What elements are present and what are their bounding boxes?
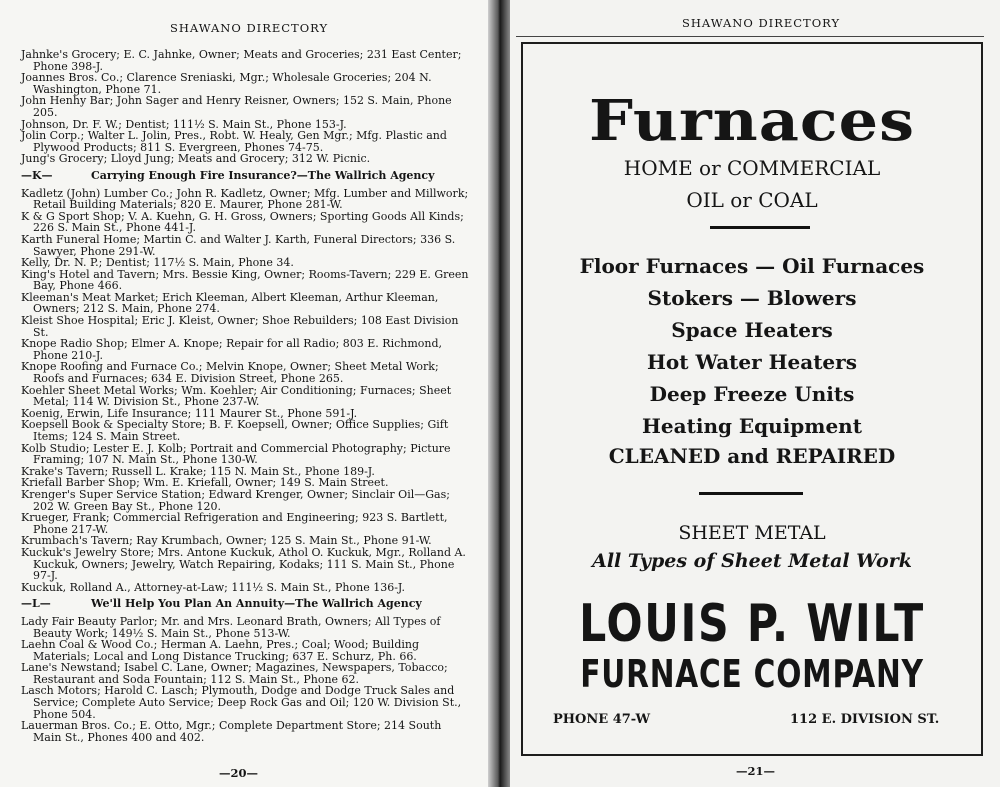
directory-entry: Kuckuk, Rolland A., Attorney-at-Law; 111½ S. Main St., Phone 136-J.	[21, 580, 405, 594]
directory-entry: Kelly, Dr. N. P.; Dentist; 117½ S. Main, Phone 34.	[21, 256, 294, 270]
directory-entry: Jahnke's Grocery; E. C. Jahnke, Owner; Meats and Groceries; 231 East Center; Phone 398-J.	[21, 48, 462, 73]
directory-entry: Kleeman's Meat Market; Erich Kleeman, Albert Kleeman, Arthur Kleeman, Owners; 212 S. Main, Phone 274.	[21, 290, 439, 316]
divider-rule	[710, 226, 810, 229]
company-type: FURNACE COMPANY	[580, 652, 924, 696]
directory-entry: Knope Roofing and Furnace Co.; Melvin Knope, Owner; Sheet Metal Work; Roofs and Furnaces; 634 E. Division Street, Phone 265.	[21, 360, 439, 386]
section-k-heading	[21, 170, 471, 182]
directory-entry: Laehn Coal & Wood Co.; Herman A. Laehn, Pres.; Coal; Wood; Building Materials; Local and Long Distance Trucking; 637 E. Schurz, Ph. 66.	[21, 638, 419, 663]
directory-entry: Lady Fair Beauty Parlor; Mr. and Mrs. Leonard Brath, Owners; All Types of Beauty Work; 149½ S. Main St., Phone 513-W.	[21, 614, 441, 640]
directory-entry: King's Hotel and Tavern; Mrs. Bessie King, Owner; Rooms-Tavern; 229 E. Green Bay, Phone 466.	[21, 267, 469, 293]
directory-entry: Jolin Corp.; Walter L. Jolin, Pres., Robt. W. Healy, Gen Mgr.; Mfg. Plastic and Plywood Products; 811 S. Evergreen, Phones 74-75.	[21, 129, 447, 154]
directory-entry: Koehler Sheet Metal Works; Wm. Koehler; Air Conditioning; Furnaces; Sheet Metal; 114 W. Division St., Phone 237-W.	[21, 383, 452, 409]
ad-service: Hot Water Heaters	[647, 350, 857, 374]
section-letter: —K—	[21, 168, 53, 182]
directory-entry: Lauerman Bros. Co.; E. Otto, Mgr.; Complete Department Store; 214 South Main St., Phones 400 and 402.	[21, 719, 442, 744]
ad-subheading: HOME or COMMERCIAL	[623, 156, 881, 180]
directory-entry: Krumbach's Tavern; Ray Krumbach, Owner; 125 S. Main St., Phone 91-W.	[21, 534, 432, 548]
directory-entries	[21, 49, 471, 743]
directory-entry: Karth Funeral Home; Martin C. and Walter J. Karth, Funeral Directors; 336 S. Sawyer, Phone 291-W.	[21, 232, 456, 258]
section-slogan: Carrying Enough Fire Insurance?—The Wallrich Agency	[91, 168, 435, 182]
directory-entry: K & G Sport Shop; V. A. Kuehn, G. H. Gross, Owners; Sporting Goods All Kinds; 226 S. Main St., Phone 441-J.	[21, 209, 464, 235]
directory-entry: Krenger's Super Service Station; Edward Krenger, Owner; Sinclair Oil—Gas; 202 W. Green Bay St., Phone 120.	[21, 487, 450, 513]
directory-entry: Lasch Motors; Harold C. Lasch; Plymouth, Dodge and Dodge Truck Sales and Service; Complete Auto Service; Deep Rock Gas and Oil; 120 W. Division St., Phone 504.	[21, 684, 462, 721]
directory-entry: Koenig, Erwin, Life Insurance; 111 Maurer St., Phone 591-J.	[21, 406, 358, 420]
ad-headline: Furnaces	[588, 87, 916, 154]
ad-subheading: OIL or COAL	[686, 188, 818, 212]
directory-entry: Kuckuk's Jewelry Store; Mrs. Antone Kuckuk, Athol O. Kuckuk, Mgr., Rolland A. Kuckuk, Owners; Jewelry, Watch Repairing, Kodaks; 111 S. Main St., Phone 97-J.	[21, 545, 466, 583]
section-slogan: We'll Help You Plan An Annuity—The Wallrich Agency	[91, 597, 422, 611]
book-gutter	[488, 0, 510, 787]
company-name: LOUIS P. WILT	[579, 594, 925, 654]
company-address: 112 E. DIVISION ST.	[790, 712, 940, 727]
left-page-header: SHAWANO DIRECTORY	[170, 21, 329, 35]
directory-entry: Krake's Tavern; Russell L. Krake; 115 N. Main St., Phone 189-J.	[21, 464, 375, 478]
directory-entry: Krueger, Frank; Commercial Refrigeration and Engineering; 923 S. Bartlett, Phone 217-W.	[21, 511, 448, 536]
ad-service: Deep Freeze Units	[649, 382, 855, 406]
ad-service: Space Heaters	[671, 318, 833, 342]
directory-entry: Lane's Newstand; Isabel C. Lane, Owner; Magazines, Newspapers, Tobacco; Restaurant and Soda Fountain; 112 S. Main St., Phone 62.	[21, 661, 448, 686]
sheet-metal-heading: SHEET METAL	[678, 522, 826, 544]
ad-service: Floor Furnaces — Oil Furnaces	[579, 254, 925, 278]
left-page	[0, 0, 490, 787]
directory-entry: Kolb Studio; Lester E. J. Kolb; Portrait and Commercial Photography; Picture Framing; 107 N. Main St., Phone 130-W.	[21, 441, 451, 467]
divider-rule	[699, 492, 803, 495]
directory-entry: Jung's Grocery; Lloyd Jung; Meats and Grocery; 312 W. Picnic.	[21, 152, 371, 166]
sheet-metal-tagline: All Types of Sheet Metal Work	[592, 550, 912, 572]
directory-entry: Kriefall Barber Shop; Wm. E. Kriefall, Owner; 149 S. Main Street.	[21, 476, 389, 490]
header-rule	[516, 36, 984, 38]
section-letter: —L—	[21, 597, 51, 611]
left-page-number: —20—	[219, 766, 259, 780]
directory-entry: Kleist Shoe Hospital; Eric J. Kleist, Owner; Shoe Rebuilders; 108 East Division St.	[21, 314, 459, 339]
directory-entry: John Henhy Bar; John Sager and Henry Reisner, Owners; 152 S. Main, Phone 205.	[21, 94, 452, 119]
right-page	[510, 0, 1000, 787]
directory-entry: Kadletz (John) Lumber Co.; John R. Kadletz, Owner; Mfg. Lumber and Millwork; Retail Building Materials; 820 E. Maurer, Phone 281-W.	[21, 186, 469, 212]
directory-entry: Joannes Bros. Co.; Clarence Sreniaski, Mgr.; Wholesale Groceries; 204 N. Washington, Phone 71.	[21, 71, 432, 96]
ad-service: Stokers — Blowers	[647, 286, 857, 310]
right-page-header: SHAWANO DIRECTORY	[682, 16, 841, 30]
right-page-number: —21—	[736, 764, 776, 778]
section-l-heading	[21, 598, 471, 610]
directory-entry: Knope Radio Shop; Elmer A. Knope; Repair for all Radio; 803 E. Richmond, Phone 210-J.	[21, 337, 443, 362]
company-phone: PHONE 47-W	[553, 712, 651, 727]
ad-service: CLEANED and REPAIRED	[608, 444, 896, 468]
directory-entry: Johnson, Dr. F. W.; Dentist; 111½ S. Main St., Phone 153-J.	[21, 117, 347, 131]
ad-service: Heating Equipment	[642, 414, 862, 438]
directory-entry: Koepsell Book & Specialty Store; B. F. Koepsell, Owner; Office Supplies; Gift Items; 124 S. Main Street.	[21, 418, 449, 443]
advertisement-box	[521, 42, 983, 756]
